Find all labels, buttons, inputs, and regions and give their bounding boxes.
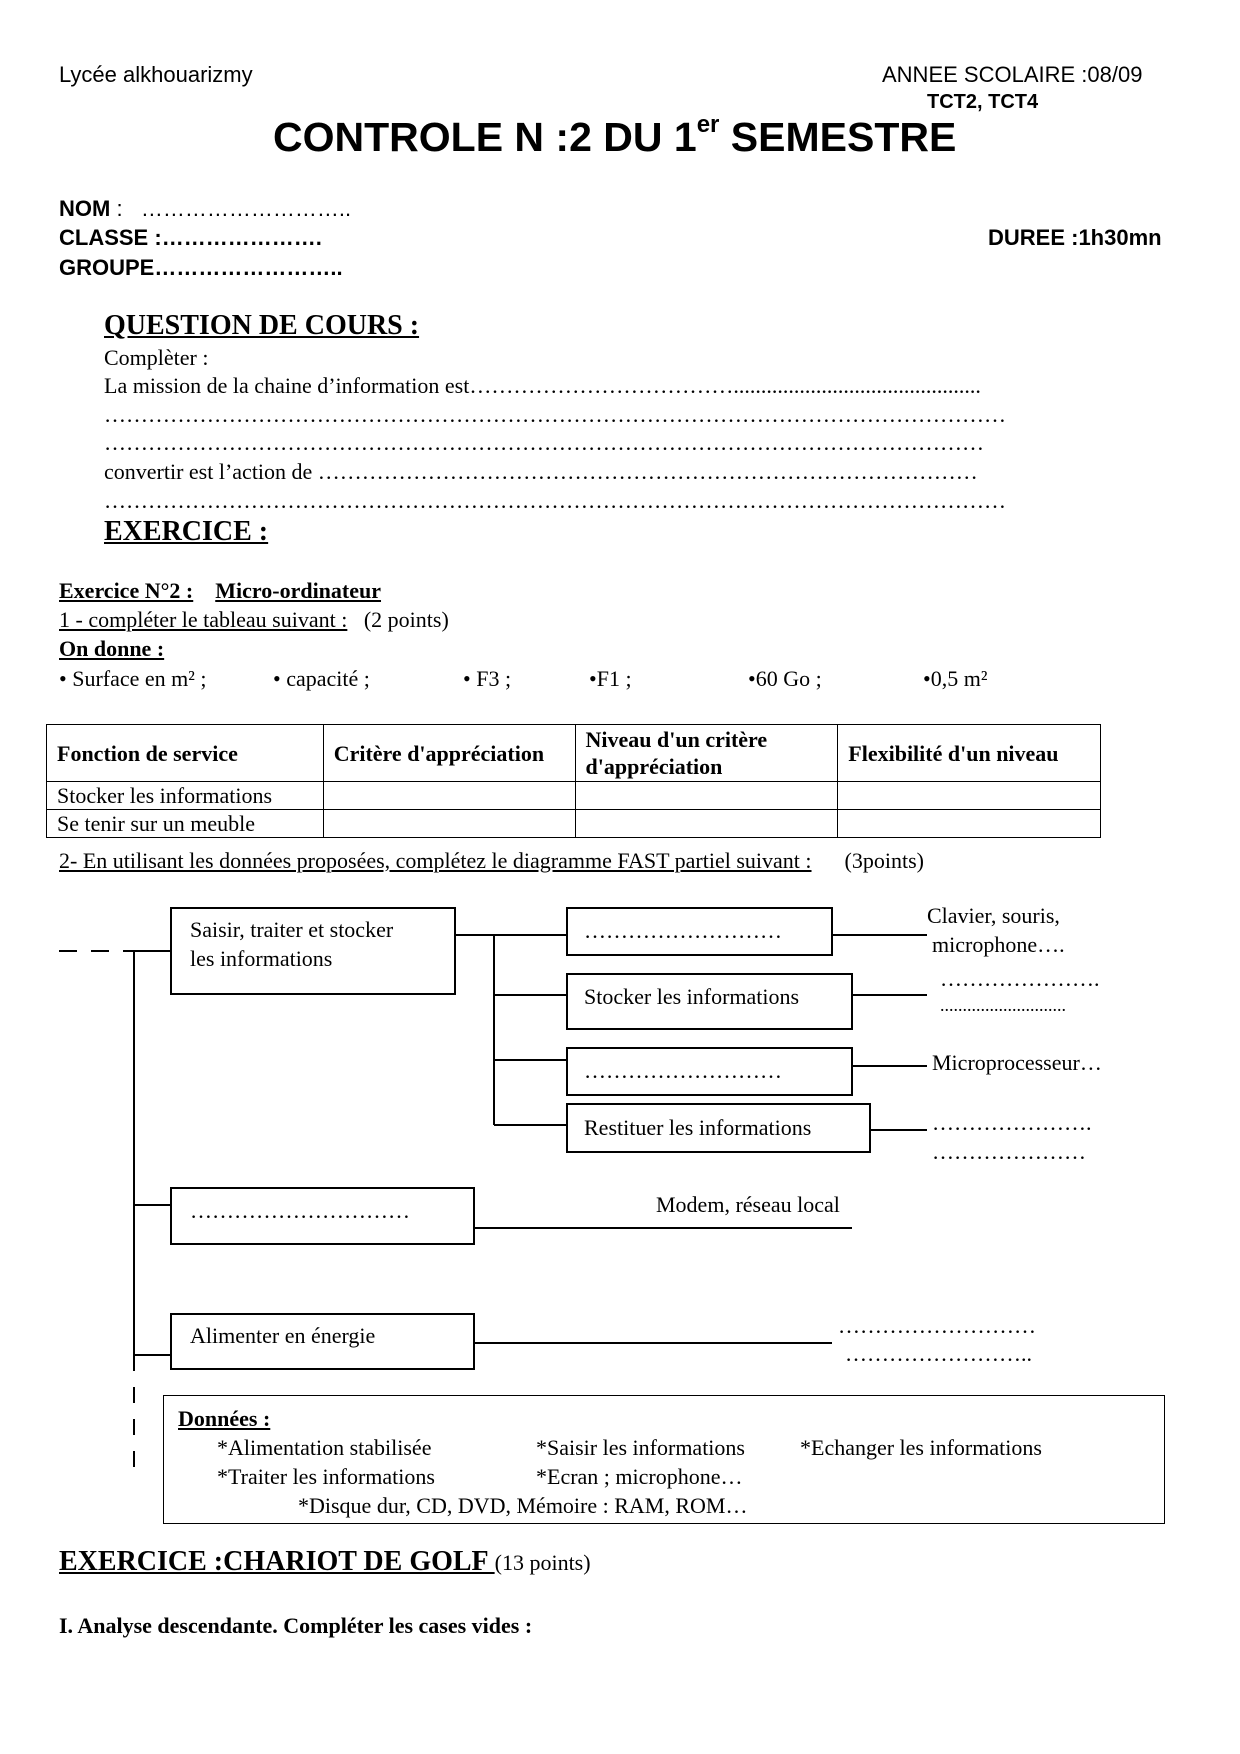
donnees-item: *Alimentation stabilisée — [217, 1435, 432, 1460]
fast-sol6-l1[interactable]: ……………………… — [838, 1313, 1036, 1338]
classes: TCT2, TCT4 — [927, 91, 1039, 113]
school-name: Lycée alkhouarizmy — [59, 62, 253, 87]
fast-sol1-l2: microphone…. — [932, 932, 1065, 957]
qc-line-5: …………………………………………………………………………………………………………… — [104, 488, 1006, 513]
fast-sol6-l2[interactable]: …………………….. — [845, 1341, 1032, 1366]
golf-points: (13 points) — [494, 1550, 591, 1575]
given-2: • capacité ; — [273, 666, 370, 691]
fast-sol5: Modem, réseau local — [656, 1192, 840, 1217]
fast-box3-text: Alimenter en énergie — [190, 1323, 376, 1348]
q2 — [59, 848, 924, 874]
service-table — [46, 724, 1101, 838]
page-title — [273, 111, 957, 161]
classe-label: CLASSE : — [59, 225, 162, 250]
qc-line-1: La mission de la chaine d’information est………………………………............................................. — [104, 373, 981, 398]
table-header: Niveau d'un critère d'appréciation — [575, 725, 838, 782]
fast-sub1[interactable]: ……………………… — [584, 918, 782, 943]
given-3: • F3 ; — [463, 666, 512, 691]
table-row — [47, 810, 1101, 838]
golf-part1: I. Analyse descendante. Compléter les cases vides : — [59, 1613, 533, 1638]
instruction: Complèter : — [104, 345, 209, 370]
classe-field — [59, 225, 322, 251]
table-header-row — [47, 725, 1101, 782]
title-end: SEMESTRE — [719, 114, 957, 160]
golf-heading-text: EXERCICE :CHARIOT DE GOLF — [59, 1546, 495, 1577]
qc-line-3: ………………………………………………………………………………………………………… — [104, 430, 984, 455]
table-cell[interactable] — [575, 782, 838, 810]
donnees-item: *Saisir les informations — [536, 1435, 745, 1460]
on-donne: On donne : — [59, 636, 165, 661]
fast-sol4-l2[interactable]: ………………… — [932, 1139, 1086, 1164]
ex2-subject: Micro-ordinateur — [215, 578, 382, 603]
table-header: Flexibilité d'un niveau — [838, 725, 1101, 782]
school-year: ANNEE SCOLAIRE :08/09 — [882, 62, 1143, 87]
table-cell[interactable] — [838, 810, 1101, 838]
table-cell: Stocker les informations — [47, 782, 324, 810]
groupe-field — [59, 255, 343, 281]
fast-sol1-l1: Clavier, souris, — [927, 903, 1060, 928]
table-cell[interactable] — [838, 782, 1101, 810]
nom-sep: : — [110, 196, 123, 221]
qc-line-4: convertir est l’action de ……………………………………………………………………………… — [104, 459, 978, 484]
fast-main-l2: les informations — [190, 946, 333, 971]
donnees-item: *Echanger les informations — [800, 1435, 1042, 1460]
table-row — [47, 782, 1101, 810]
ex2-title — [59, 578, 381, 604]
q1-points: (2 points) — [363, 607, 449, 632]
golf-heading — [59, 1546, 591, 1578]
q2-points: (3points) — [844, 848, 924, 873]
fast-sol2-l2[interactable]: ............................ — [940, 995, 1066, 1015]
groupe-label: GROUPE — [59, 255, 155, 280]
groupe-dots: …………………….. — [154, 255, 343, 280]
table-header: Fonction de service — [47, 725, 324, 782]
fast-box2-text[interactable]: ………………………… — [190, 1198, 410, 1223]
fast-sub4: Restituer les informations — [584, 1115, 812, 1140]
donnees-item: *Disque dur, CD, DVD, Mémoire : RAM, ROM… — [298, 1493, 748, 1518]
donnees-item: *Traiter les informations — [217, 1464, 435, 1489]
ex2-label: Exercice N°2 : — [59, 578, 194, 603]
nom-label: NOM — [59, 196, 111, 221]
given-6: •0,5 m² — [923, 666, 988, 691]
table-cell[interactable] — [575, 810, 838, 838]
table-cell[interactable] — [323, 782, 575, 810]
fast-sol4-l1[interactable]: …………………. — [932, 1110, 1092, 1135]
fast-sol3: Microprocesseur… — [932, 1050, 1102, 1075]
given-5: •60 Go ; — [748, 666, 822, 691]
q1 — [59, 607, 449, 633]
classe-dots: …………………. — [161, 225, 322, 250]
exercice-heading: EXERCICE : — [104, 516, 269, 547]
fast-sol2-l1[interactable]: …………………. — [940, 966, 1100, 991]
title-sup: er — [696, 111, 720, 139]
duration: DUREE :1h30mn — [988, 225, 1162, 250]
fast-sub3[interactable]: ……………………… — [584, 1058, 782, 1083]
fast-sub2: Stocker les informations — [584, 984, 800, 1009]
q1-text: 1 - compléter le tableau suivant : — [59, 607, 348, 632]
q2-text: 2- En utilisant les données proposées, complétez le diagramme FAST partiel suivant : — [59, 848, 812, 873]
question-cours-heading: QUESTION DE COURS : — [104, 310, 420, 341]
donnees-title: Données : — [178, 1406, 271, 1431]
donnees-item: *Ecran ; microphone… — [536, 1464, 743, 1489]
nom-dots: ……………………….. — [140, 196, 352, 221]
table-cell[interactable] — [323, 810, 575, 838]
given-4: •F1 ; — [589, 666, 632, 691]
nom-field — [59, 196, 351, 222]
qc-line-2: …………………………………………………………………………………………………………… — [104, 402, 1006, 427]
fast-main-l1: Saisir, traiter et stocker — [190, 917, 394, 942]
table-cell: Se tenir sur un meuble — [47, 810, 324, 838]
title-main: CONTROLE N :2 DU 1 — [273, 114, 697, 160]
table-header: Critère d'appréciation — [323, 725, 575, 782]
given-1: • Surface en m² ; — [59, 666, 207, 691]
